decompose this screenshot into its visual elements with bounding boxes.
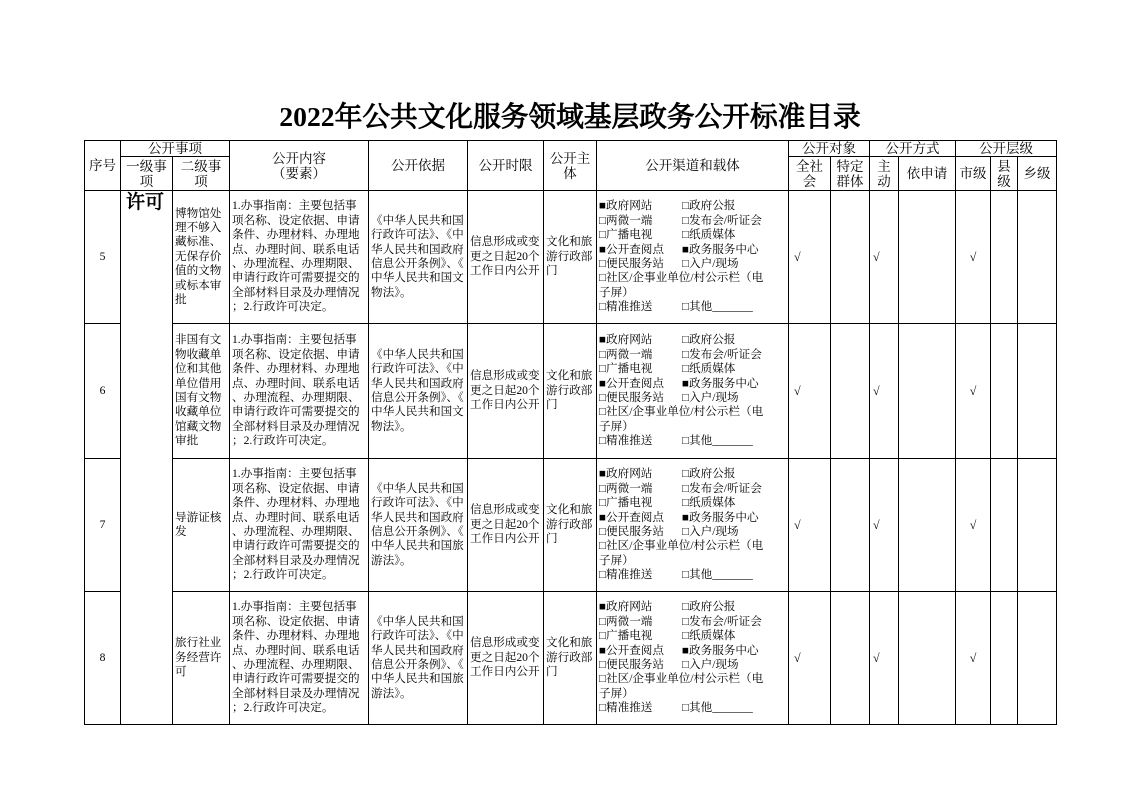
channel-option: □社区/企事业单位/村公示栏（电子屏） <box>599 672 764 700</box>
level-city-mark: √ <box>956 324 991 459</box>
channel-option: □两微一端 <box>599 213 653 227</box>
channel-option: □便民服务站 <box>599 658 664 671</box>
channel-option: ■政务服务中心 <box>682 376 759 390</box>
channel-line <box>599 629 786 643</box>
row-seq: 8 <box>85 592 121 725</box>
mode-active-mark: √ <box>870 324 899 459</box>
channel-option: □纸质媒体 <box>682 629 736 643</box>
channel-option: ■公开查阅点 <box>599 643 664 657</box>
disclosure-basis: 《中华人民共和国行政许可法》、《中华人民共和国政府信息公开条例》、《中华人民共和国旅游法》。 <box>369 459 468 592</box>
disclosure-time-limit: 信息形成或变更之日起20个工作日内公开 <box>468 324 544 459</box>
channel-option: ■政务服务中心 <box>682 242 759 256</box>
header-content-label: 公开内容 <box>272 150 326 166</box>
header-level-city: 市级 <box>956 157 991 191</box>
channel-option: □精准推送 <box>599 701 653 715</box>
audience-specific-mark <box>831 592 870 725</box>
audience-specific-mark <box>831 191 870 324</box>
channel-option: ■政府网站 <box>599 199 653 213</box>
channel-option: □广播电视 <box>599 362 653 376</box>
disclosure-time-limit: 信息形成或变更之日起20个工作日内公开 <box>468 592 544 725</box>
row-seq: 7 <box>85 459 121 592</box>
header-level-township: 乡级 <box>1018 157 1057 191</box>
header-mode-request: 依申请 <box>899 157 956 191</box>
channel-option: ■公开查阅点 <box>599 510 664 524</box>
level2-matter: 导游证核发 <box>173 459 230 592</box>
channel-option: □入户/现场 <box>682 525 739 538</box>
channel-option: □两微一端 <box>599 614 653 628</box>
channel-line <box>599 539 771 568</box>
table-row <box>85 324 1057 459</box>
level-county-mark <box>991 459 1018 592</box>
channel-option: □纸质媒体 <box>682 496 736 510</box>
header-matter-level1: 一级事项 <box>121 157 173 191</box>
mode-request-mark <box>899 324 956 459</box>
level-county-mark <box>991 592 1018 725</box>
level2-matter: 博物馆处理不够入藏标准、无保存价值的文物或标本审批 <box>173 191 230 324</box>
audience-all-mark: √ <box>789 191 831 324</box>
disclosure-content: 1.办事指南：主要包括事项名称、设定依据、申请条件、办理材料、办理地点、办理时间、联系电话、办理流程、办理期限、申请行政许可需要提交的全部材料目录及办理情况；2.行政许可决定。 <box>230 324 369 459</box>
level-township-mark <box>1018 324 1057 459</box>
level2-matter: 非国有文物收藏单位和其他单位借用国有文物收藏单位馆藏文物审批 <box>173 324 230 459</box>
row-seq: 6 <box>85 324 121 459</box>
disclosure-channels <box>597 324 789 459</box>
channel-option: □其他_______ <box>682 701 753 715</box>
channel-line <box>599 271 771 300</box>
header-audience: 公开对象 <box>789 141 870 157</box>
channel-option: ■政务服务中心 <box>682 643 759 657</box>
channel-line <box>599 348 786 362</box>
channel-option: ■公开查阅点 <box>599 376 664 390</box>
channel-line <box>599 434 786 448</box>
header-audience-all: 全社会 <box>789 157 831 191</box>
level-city-mark: √ <box>956 459 991 592</box>
channel-option: □入户/现场 <box>682 257 739 270</box>
disclosure-channels <box>597 592 789 725</box>
disclosure-basis: 《中华人民共和国行政许可法》、《中华人民共和国政府信息公开条例》、《中华人民共和国文物法》。 <box>369 191 468 324</box>
channel-line <box>599 362 786 376</box>
disclosure-basis: 《中华人民共和国行政许可法》、《中华人民共和国政府信息公开条例》、《中华人民共和国文物法》。 <box>369 324 468 459</box>
channel-line <box>599 467 786 481</box>
mode-active-mark: √ <box>870 459 899 592</box>
mode-active-mark: √ <box>870 191 899 324</box>
audience-all-mark: √ <box>789 459 831 592</box>
channel-line <box>599 333 786 347</box>
level-county-mark <box>991 324 1018 459</box>
header-mode-active: 主动 <box>870 157 899 191</box>
header-time-limit: 公开时限 <box>468 141 544 191</box>
level-city-mark: √ <box>956 592 991 725</box>
channel-option: □社区/企事业单位/村公示栏（电子屏） <box>599 271 764 299</box>
channel-option: □入户/现场 <box>682 391 739 404</box>
mode-request-mark <box>899 459 956 592</box>
level1-matter: 许可 <box>121 191 173 725</box>
header-content-sub: （要素） <box>272 165 326 181</box>
channel-option: □两微一端 <box>599 347 653 361</box>
channel-line <box>599 701 786 715</box>
header-content <box>230 141 369 191</box>
header-level: 公开层级 <box>956 141 1057 157</box>
table-row <box>85 191 1057 324</box>
channel-option: □发布会/听证会 <box>682 614 762 628</box>
mode-active-mark: √ <box>870 592 899 725</box>
channel-option: □广播电视 <box>599 629 653 643</box>
channel-option: □政府公报 <box>682 199 736 213</box>
document-title: 2022年公共文化服务领域基层政务公开标准目录 <box>279 101 861 132</box>
channel-option: □纸质媒体 <box>682 228 736 242</box>
channel-option: ■公开查阅点 <box>599 242 664 256</box>
disclosure-subject: 文化和旅游行政部门 <box>544 592 597 725</box>
channel-option: □精准推送 <box>599 300 653 314</box>
level-city-mark: √ <box>956 191 991 324</box>
channel-option: □便民服务站 <box>599 525 664 538</box>
header-seq: 序号 <box>85 141 121 191</box>
disclosure-channels <box>597 459 789 592</box>
channel-option: □广播电视 <box>599 496 653 510</box>
header-basis: 公开依据 <box>369 141 468 191</box>
audience-all-mark: √ <box>789 592 831 725</box>
disclosure-basis: 《中华人民共和国行政许可法》、《中华人民共和国政府信息公开条例》、《中华人民共和国旅游法》。 <box>369 592 468 725</box>
channel-line <box>599 658 786 672</box>
channel-line <box>599 525 786 539</box>
table-row <box>85 592 1057 725</box>
channel-line <box>599 214 786 228</box>
header-subject: 公开主体 <box>544 141 597 191</box>
header-row-1 <box>85 141 1057 157</box>
level2-matter: 旅行社业务经营许可 <box>173 592 230 725</box>
channel-option: ■政府网站 <box>599 600 653 614</box>
channel-option: ■政府网站 <box>599 467 653 481</box>
disclosure-content: 1.办事指南：主要包括事项名称、设定依据、申请条件、办理材料、办理地点、办理时间、联系电话、办理流程、办理期限、申请行政许可需要提交的全部材料目录及办理情况；2.行政许可决定。 <box>230 592 369 725</box>
channel-line <box>599 405 771 434</box>
channel-option: □两微一端 <box>599 481 653 495</box>
table-row <box>85 459 1057 592</box>
header-mode: 公开方式 <box>870 141 956 157</box>
channel-option: □便民服务站 <box>599 391 664 404</box>
disclosure-time-limit: 信息形成或变更之日起20个工作日内公开 <box>468 459 544 592</box>
disclosure-channels <box>597 191 789 324</box>
level-township-mark <box>1018 191 1057 324</box>
channel-option: ■政务服务中心 <box>682 510 759 524</box>
channel-option: □发布会/听证会 <box>682 481 762 495</box>
disclosure-time-limit: 信息形成或变更之日起20个工作日内公开 <box>468 191 544 324</box>
channel-option: □发布会/听证会 <box>682 213 762 227</box>
audience-all-mark: √ <box>789 324 831 459</box>
header-matter-level2: 二级事项 <box>173 157 230 191</box>
channel-line <box>599 257 786 271</box>
level-township-mark <box>1018 459 1057 592</box>
channel-line <box>599 672 771 701</box>
channel-option: □纸质媒体 <box>682 362 736 376</box>
header-audience-specific: 特定群体 <box>831 157 870 191</box>
disclosure-catalog-table <box>84 140 1057 725</box>
channel-option: □社区/企事业单位/村公示栏（电子屏） <box>599 539 764 567</box>
header-level-county: 县级 <box>991 157 1018 191</box>
channel-option: □入户/现场 <box>682 658 739 671</box>
channel-option: ■政府网站 <box>599 333 653 347</box>
channel-option: □政府公报 <box>682 333 736 347</box>
channel-line <box>599 600 786 614</box>
audience-specific-mark <box>831 459 870 592</box>
header-matter: 公开事项 <box>121 141 230 157</box>
channel-option: □其他_______ <box>682 434 753 448</box>
channel-line <box>599 496 786 510</box>
channel-line <box>599 243 786 257</box>
channel-line <box>599 199 786 213</box>
disclosure-subject: 文化和旅游行政部门 <box>544 191 597 324</box>
mode-request-mark <box>899 592 956 725</box>
channel-option: □其他_______ <box>682 568 753 582</box>
channel-option: □政府公报 <box>682 600 736 614</box>
channel-line <box>599 615 786 629</box>
channel-line <box>599 568 786 582</box>
channel-option: □其他_______ <box>682 300 753 314</box>
channel-option: □社区/企事业单位/村公示栏（电子屏） <box>599 405 764 433</box>
channel-option: □精准推送 <box>599 568 653 582</box>
channel-line <box>599 228 786 242</box>
channel-line <box>599 482 786 496</box>
disclosure-content: 1.办事指南：主要包括事项名称、设定依据、申请条件、办理材料、办理地点、办理时间、联系电话、办理流程、办理期限、申请行政许可需要提交的全部材料目录及办理情况；2.行政许可决定。 <box>230 191 369 324</box>
channel-option: □发布会/听证会 <box>682 347 762 361</box>
channel-line <box>599 644 786 658</box>
channel-line <box>599 377 786 391</box>
disclosure-content: 1.办事指南：主要包括事项名称、设定依据、申请条件、办理材料、办理地点、办理时间、联系电话、办理流程、办理期限、申请行政许可需要提交的全部材料目录及办理情况；2.行政许可决定。 <box>230 459 369 592</box>
channel-option: □精准推送 <box>599 434 653 448</box>
header-channels: 公开渠道和载体 <box>597 141 789 191</box>
channel-option: □政府公报 <box>682 467 736 481</box>
disclosure-subject: 文化和旅游行政部门 <box>544 459 597 592</box>
channel-line <box>599 511 786 525</box>
level-township-mark <box>1018 592 1057 725</box>
channel-option: □便民服务站 <box>599 257 664 270</box>
mode-request-mark <box>899 191 956 324</box>
channel-line <box>599 391 786 405</box>
channel-option: □广播电视 <box>599 228 653 242</box>
audience-specific-mark <box>831 324 870 459</box>
level-county-mark <box>991 191 1018 324</box>
row-seq: 5 <box>85 191 121 324</box>
channel-line <box>599 300 786 314</box>
disclosure-subject: 文化和旅游行政部门 <box>544 324 597 459</box>
